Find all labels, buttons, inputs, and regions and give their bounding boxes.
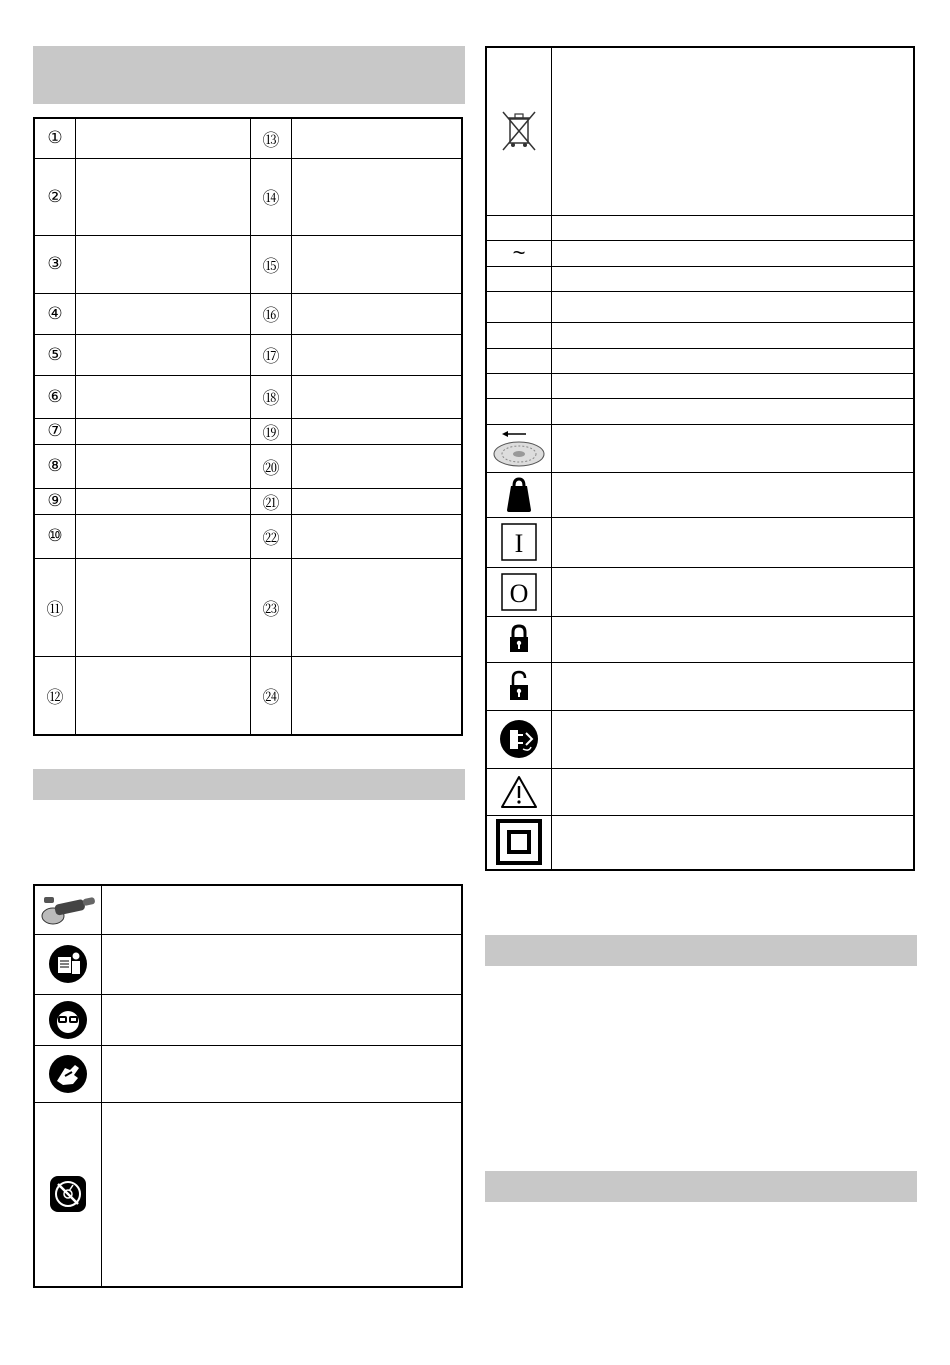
wear-gloves-icon [48, 1054, 88, 1094]
part-number: ㉓ [251, 558, 292, 656]
part-name [292, 558, 463, 656]
alternating-current-icon: ~ [512, 239, 526, 265]
rating-symbols-table [485, 46, 915, 871]
part-name [76, 656, 251, 735]
table-row [34, 118, 462, 158]
switch-on-glyph: I [514, 529, 524, 558]
part-number: ⑥ [34, 375, 76, 418]
symbol-cell [486, 815, 552, 870]
symbol-description [552, 616, 915, 662]
table-row [486, 424, 914, 472]
table-row [486, 348, 914, 373]
section-band [485, 1171, 917, 1202]
symbol-cell [486, 616, 552, 662]
symbol-description [102, 1102, 463, 1287]
symbol-description [552, 815, 915, 870]
part-number: ⑰ [251, 334, 292, 375]
part-name [292, 444, 463, 488]
part-number: ⑩ [34, 514, 76, 558]
symbol-description [552, 398, 915, 424]
part-name [76, 118, 251, 158]
table-row [34, 444, 462, 488]
table-row [486, 662, 914, 710]
symbol-description [552, 567, 915, 616]
locked-icon [507, 624, 531, 654]
symbol-description [552, 266, 915, 291]
symbol-description [552, 662, 915, 710]
part-name [292, 158, 463, 235]
table-row [486, 47, 914, 215]
table-row [34, 488, 462, 514]
table-row [486, 567, 914, 616]
read-manual-icon [48, 944, 88, 984]
symbol-description [102, 994, 463, 1045]
table-row [486, 322, 914, 348]
part-name [292, 514, 463, 558]
safety-symbols-table [33, 884, 463, 1288]
symbol-description [552, 472, 915, 517]
part-name [292, 293, 463, 334]
part-number: ⑱ [251, 375, 292, 418]
warning-triangle-icon [500, 775, 538, 809]
part-name [76, 488, 251, 514]
symbol-cell [486, 398, 552, 424]
unplug-icon [499, 719, 539, 759]
symbol-description [552, 710, 915, 768]
table-row [486, 517, 914, 567]
switch-off-glyph: O [509, 578, 529, 608]
part-number: ⑤ [34, 334, 76, 375]
part-name [76, 375, 251, 418]
symbol-cell [486, 567, 552, 616]
weight-icon [504, 476, 534, 514]
part-number: ⑯ [251, 293, 292, 334]
part-number: ⑭ [251, 158, 292, 235]
symbol-cell [486, 517, 552, 567]
symbol-cell [34, 934, 102, 994]
table-row [34, 1045, 462, 1102]
table-row [34, 235, 462, 293]
part-name [76, 158, 251, 235]
table-row [486, 710, 914, 768]
table-row [486, 240, 914, 266]
switch-off-icon [501, 573, 537, 611]
table-row [34, 293, 462, 334]
part-name [76, 293, 251, 334]
table-row [486, 815, 914, 870]
parts-table [33, 117, 463, 736]
eye-ear-protection-icon [48, 1000, 88, 1040]
symbol-cell [34, 1045, 102, 1102]
part-name [76, 334, 251, 375]
part-name [76, 514, 251, 558]
part-name [292, 334, 463, 375]
table-row [34, 514, 462, 558]
table-row [34, 375, 462, 418]
table-row [34, 418, 462, 444]
part-name [292, 418, 463, 444]
symbol-cell [486, 662, 552, 710]
symbol-description [552, 215, 915, 240]
symbol-description [552, 373, 915, 398]
symbols-section-band [33, 769, 465, 800]
part-name [292, 488, 463, 514]
symbol-cell [486, 266, 552, 291]
symbol-cell [486, 373, 552, 398]
symbol-cell [34, 994, 102, 1045]
table-row [486, 291, 914, 322]
symbol-cell [34, 885, 102, 934]
part-number: ⑲ [251, 418, 292, 444]
part-number: ㉒ [251, 514, 292, 558]
part-number: ㉔ [251, 656, 292, 735]
table-row [34, 656, 462, 735]
table-row [34, 558, 462, 656]
part-name [292, 656, 463, 735]
part-number: ① [34, 118, 76, 158]
symbol-cell [486, 348, 552, 373]
weee-crossed-bin-icon [499, 110, 539, 152]
symbol-cell [486, 215, 552, 240]
symbol-cell [486, 322, 552, 348]
symbol-cell [486, 291, 552, 322]
symbol-description [552, 240, 915, 266]
part-name [76, 418, 251, 444]
symbol-description [102, 1045, 463, 1102]
table-row [486, 616, 914, 662]
section-band [485, 935, 917, 966]
no-damaged-disc-icon [49, 1175, 87, 1213]
part-name [76, 444, 251, 488]
table-row [486, 768, 914, 815]
symbol-description [552, 47, 915, 215]
table-row [34, 885, 462, 934]
table-row [486, 398, 914, 424]
part-number: ⑨ [34, 488, 76, 514]
table-row [34, 158, 462, 235]
part-number: ㉑ [251, 488, 292, 514]
symbol-description [552, 291, 915, 322]
part-name [292, 118, 463, 158]
part-number: ⑳ [251, 444, 292, 488]
symbol-description [552, 517, 915, 567]
table-row [34, 334, 462, 375]
part-number: ⑦ [34, 418, 76, 444]
symbol-cell [486, 47, 552, 215]
symbol-description [552, 768, 915, 815]
symbol-cell [486, 240, 552, 266]
angle-grinder-icon [39, 892, 97, 928]
part-number: ⑫ [34, 656, 76, 735]
symbol-cell [34, 1102, 102, 1287]
symbol-description [552, 424, 915, 472]
part-number: ② [34, 158, 76, 235]
part-number: ⑪ [34, 558, 76, 656]
symbol-description [102, 885, 463, 934]
disc-rotation-icon [492, 428, 546, 468]
part-number: ④ [34, 293, 76, 334]
section-header-band [33, 46, 465, 104]
symbol-description [102, 934, 463, 994]
table-row [486, 215, 914, 240]
symbol-cell [486, 768, 552, 815]
part-name [292, 235, 463, 293]
part-number: ③ [34, 235, 76, 293]
symbol-description [552, 348, 915, 373]
part-number: ⑬ [251, 118, 292, 158]
symbol-cell [486, 472, 552, 517]
part-name [76, 558, 251, 656]
part-number: ⑧ [34, 444, 76, 488]
table-row [34, 1102, 462, 1287]
table-row [486, 472, 914, 517]
part-name [292, 375, 463, 418]
symbol-cell [486, 710, 552, 768]
part-name [76, 235, 251, 293]
table-row [486, 373, 914, 398]
double-insulation-icon [496, 819, 542, 865]
symbol-cell [486, 424, 552, 472]
table-row [34, 994, 462, 1045]
table-row [486, 266, 914, 291]
unlocked-icon [507, 670, 531, 702]
switch-on-icon [501, 523, 537, 561]
symbol-description [552, 322, 915, 348]
table-row [34, 934, 462, 994]
part-number: ⑮ [251, 235, 292, 293]
